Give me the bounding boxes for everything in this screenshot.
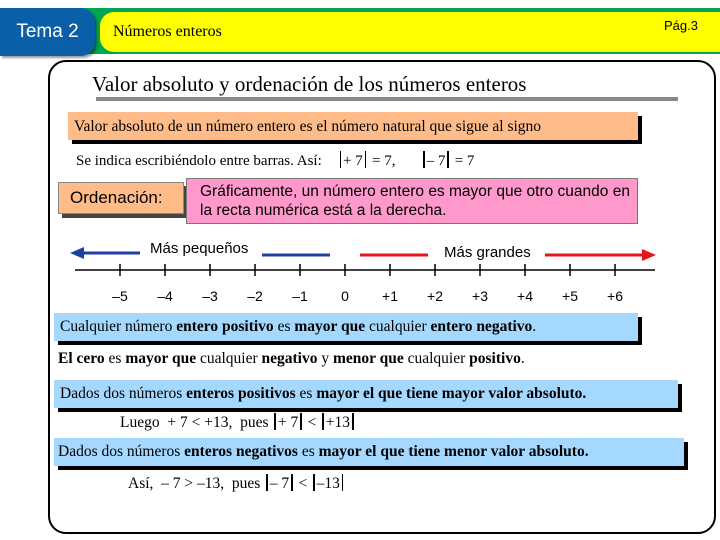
rule-positives: Dados dos números enteros positivos es mayor el que tiene mayor valor absoluto. [60, 385, 587, 402]
smaller-arrow [70, 247, 140, 259]
section-label: Tema 2 [16, 21, 79, 42]
page-title: Valor absoluto y ordenación de los números enteros [92, 72, 527, 96]
abs-example-negative-inner: – 7 [426, 153, 446, 169]
abs-example-positive-result: = 7, [371, 153, 396, 169]
example-positives: Luego + 7 < +13, pues + 7 < +13 [120, 413, 356, 432]
rule-negatives: Dados dos números enteros negativos es mayor el que tiene menor valor absoluto. [58, 443, 589, 460]
rule-zero: El cero es mayor que cualquier negativo y menor que cualquier positivo. [58, 350, 525, 367]
example-negatives: Así, – 7 > –13, pues – 7 < –13 [128, 474, 345, 493]
rule-positive-vs-negative: Cualquier número entero positivo es mayor que cualquier entero negativo. [60, 318, 537, 335]
bigger-arrow [545, 249, 656, 261]
ordenacion-label: Ordenación: [70, 188, 163, 207]
tick-label: –3 [202, 288, 218, 304]
tick-label: –4 [157, 288, 173, 304]
indication-text: Se indica escribiéndolo entre barras. Así: [76, 153, 322, 169]
definition-rest: es el número natural que sigue al signo [295, 118, 542, 135]
tick-label: +3 [472, 288, 488, 304]
smaller-label: Más pequeños [150, 240, 249, 257]
abs-example-positive-inner: + 7 [343, 153, 363, 169]
definition-lead: Valor absoluto de un número entero [74, 118, 296, 135]
tick-label: +1 [382, 288, 398, 304]
tick-label: +5 [562, 288, 578, 304]
header-title: Números enteros [113, 23, 222, 40]
tick-label: +4 [517, 288, 533, 304]
bigger-label: Más grandes [444, 244, 531, 261]
page-number: Pág.3 [664, 18, 698, 33]
abs-example-negative-result: = 7 [454, 153, 475, 169]
tick-label: –5 [112, 288, 128, 304]
tick-label: +2 [427, 288, 443, 304]
tick-label: –2 [247, 288, 263, 304]
graphic-text: Gráficamente, un número entero es mayor que otro cuando en la recta numérica está a la derecha. [200, 183, 630, 219]
tick-label: +6 [607, 288, 623, 304]
tick-label: 0 [341, 288, 349, 304]
tick-label: –1 [292, 288, 308, 304]
